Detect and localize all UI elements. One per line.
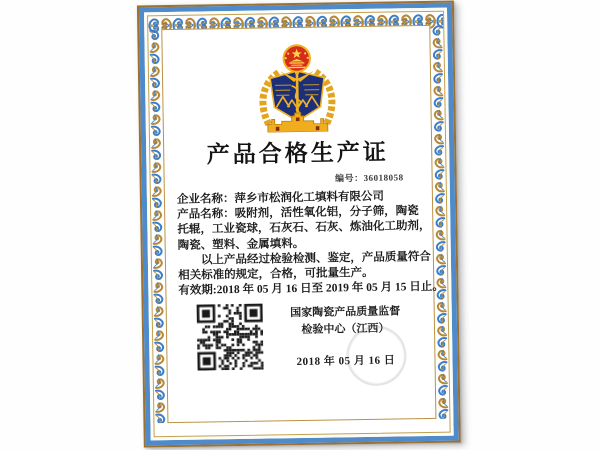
border-blue-band xyxy=(139,3,459,446)
signature-section xyxy=(167,301,435,373)
ornate-border xyxy=(147,11,451,438)
serial-label: 编号： xyxy=(335,172,364,184)
issuer-name-line2: 检验中心（江西） xyxy=(301,322,390,336)
quality-supervision-emblem-icon xyxy=(254,43,339,132)
issuer-block xyxy=(263,303,435,371)
issuer-name-line1: 国家陶瓷产品质量监督 xyxy=(290,305,401,320)
body-line-company: 企业名称：萍乡市松润化工填料有限公司 xyxy=(176,190,385,206)
certificate xyxy=(137,1,461,448)
body-line-validity: 有效期:2018 年 05 月 16 日至 2019 年 05 月 15 日止。 xyxy=(178,280,444,298)
certificate-inner xyxy=(161,25,444,423)
body-line: 托辊，工业瓷球，石灰石、石灰、炼油化工助剂， xyxy=(177,220,431,237)
serial-number xyxy=(165,170,432,187)
body-text xyxy=(176,189,444,299)
body-line: 陶瓷、塑料、金属填料。 xyxy=(177,237,305,252)
body-line: 相关标准的规定，合格，可批量生产。 xyxy=(178,266,374,282)
body-line: 以上产品经过检验检测、鉴定，产品质量符合 xyxy=(200,250,431,267)
border-white-gap xyxy=(144,8,454,441)
certificate-title: 产品合格生产证 xyxy=(206,139,389,168)
qr-code xyxy=(197,304,264,371)
serial-value: 36018058 xyxy=(363,172,404,183)
issue-date: 2018 年 05 月 16 日 xyxy=(296,354,396,369)
border-gold-line xyxy=(137,1,461,448)
body-line-products: 产品名称：吸附剂，活性氧化铝，分子筛，陶瓷 xyxy=(177,205,419,222)
